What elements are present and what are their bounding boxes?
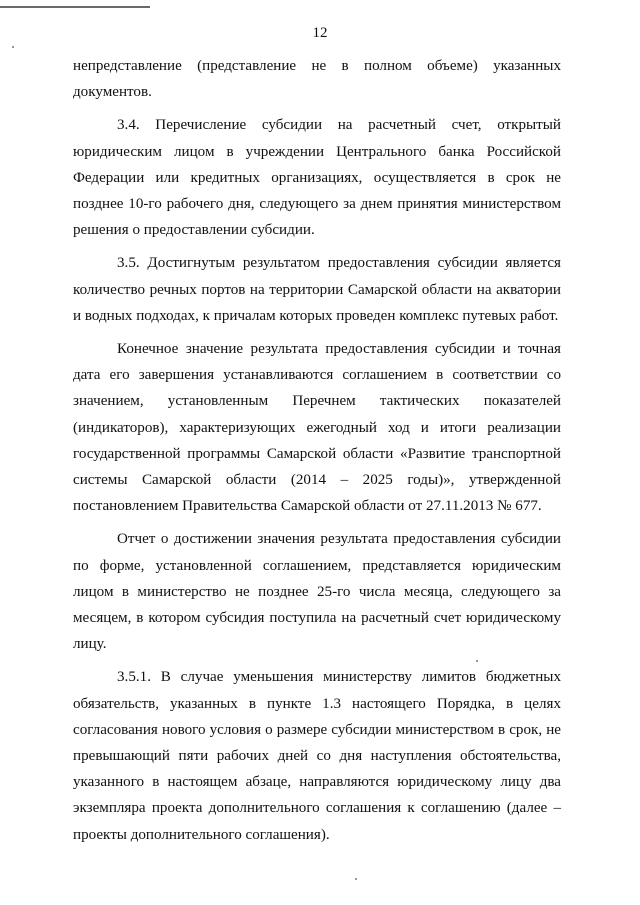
paragraph-3-5: 3.5. Достигнутым результатом предоставления субсидии является количество речных портов на территории Самарской области на акватории и водных подходах, к причалам которых проведен комплекс путевых работ.: [73, 255, 561, 324]
paragraph-report: Отчет о достижении значения результата предоставления субсидии по форме, установленной соглашением, представляется юридическим лицом в министерство не позднее 25-го числа месяца, следующего за месяцем, в котором субсидия поступила на расчетный счет юридическому лицу.: [73, 531, 561, 653]
paragraph-final-value: Конечное значение результата предоставления субсидии и точная дата его завершения устанавливаются соглашением в соответствии со значением, установленным Перечнем тактических показателей (индикаторов), характеризующих ежегодный ход и итоги реализации государственной программы Самарской области «Развитие транспортной системы Самарской области (2014 – 2025 годы)», утвержденной постановлением Правительства Самарской области от 27.11.2013 № 677.: [73, 341, 561, 515]
page-number: 12: [312, 25, 328, 41]
document-body: [73, 53, 561, 855]
paragraph-3-5-1: 3.5.1. В случае уменьшения министерству лимитов бюджетных обязательств, указанных в пункте 1.3 настоящего Порядка, в целях согласования нового условия о размере субсидии министерством в срок, не превышающий пяти рабочих дней со дня наступления обстоятельства, указанного в настоящем абзаце, направляются юридическому лицу два экземпляра проекта дополнительного соглашения к соглашению (далее – проекты дополнительного соглашения).: [73, 669, 561, 843]
scan-artifact-line: [0, 6, 150, 8]
paragraph-continuation: непредставление (представление не в полном объеме) указанных документов.: [73, 58, 561, 101]
scan-speck: [355, 878, 357, 880]
scan-speck: [12, 46, 14, 48]
paragraph-3-4: 3.4. Перечисление субсидии на расчетный счет, открытый юридическим лицом в учреждении Центрального банка Российской Федерации или кредитных организациях, осуществляется в срок не позднее 10-го рабочего дня, следующего за днем принятия министерством решения о предоставлении субсидии.: [73, 117, 561, 239]
